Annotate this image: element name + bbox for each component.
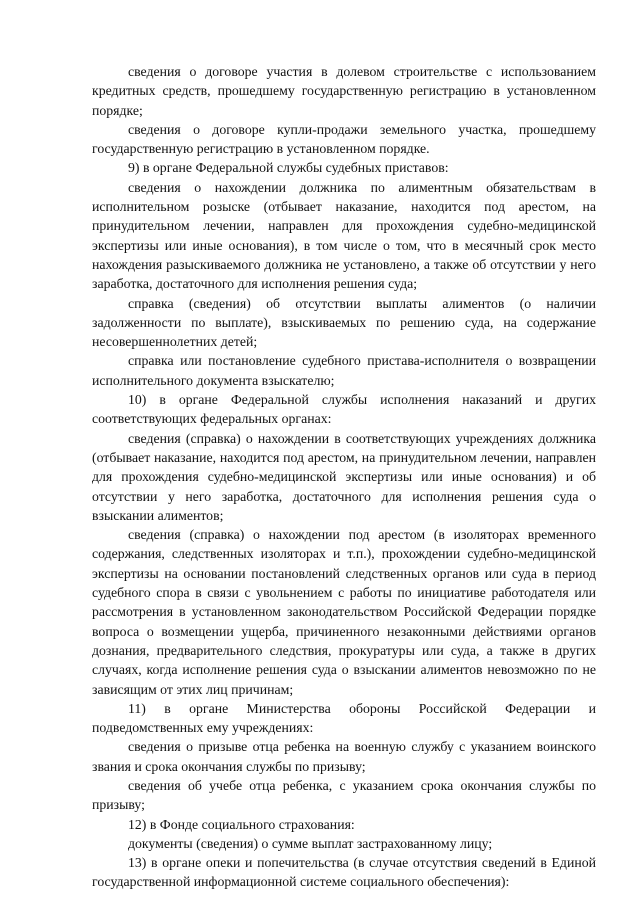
document-page bbox=[92, 62, 596, 892]
paragraph-father-study: сведения об учебе отца ребенка, с указанием срока окончания службы по призыву; bbox=[92, 777, 596, 813]
paragraph-debtor-in-institution: сведения (справка) о нахождении в соответствующих учреждениях должника (отбывает наказание, находится под арестом, на принудительном лечении, направлен для прохождения судебно-медицинской экспертизы или иные основания) и об отсутствии у него заработка, достаточного для исполнения решения суда о взыскании алиментов; bbox=[92, 430, 596, 523]
paragraph-debtor-wanted-info: сведения о нахождении должника по алиментным обязательствам в исполнительном розыске (отбывает наказание, находится под арестом, на принудительном лечении, направлен для прохождения судебно-медицинской экспертизы или иные основания), в том числе о том, что в месячный срок место нахождения разыскиваемого должника не установлено, а также об отсутствии у него заработка, достаточного для исполнения решения суда; bbox=[92, 179, 596, 292]
paragraph-item-11-defense: 11) в органе Министерства обороны Российской Федерации и подведомственных ему учреждениях: bbox=[92, 700, 596, 736]
paragraph-shared-construction-contract: сведения о договоре участия в долевом строительстве с использованием кредитных средств, прошедшему государственную регистрацию в установленном порядке; bbox=[92, 64, 596, 118]
paragraph-alimony-nonpayment-certificate: справка (сведения) об отсутствии выплаты алиментов (о наличии задолженности по выплате), взыскиваемых по решению суда, на содержание несовершеннолетних детей; bbox=[92, 295, 596, 350]
paragraph-item-13-guardianship: 13) в органе опеки и попечительства (в случае отсутствия сведений в Единой государственной информационной системе социального обеспечения): bbox=[92, 855, 596, 890]
paragraph-item-10-penitentiary: 10) в органе Федеральной службы исполнения наказаний и других соответствующих федеральных органах: bbox=[92, 392, 596, 427]
paragraph-insured-payments: документы (сведения) о сумме выплат застрахованному лицу; bbox=[128, 835, 493, 851]
paragraph-item-12-social-insurance: 12) в Фонде социального страхования: bbox=[128, 816, 355, 832]
paragraph-item-9-bailiffs: 9) в органе Федеральной службы судебных приставов: bbox=[128, 160, 449, 176]
paragraph-bailiff-resolution: справка или постановление судебного пристава-исполнителя о возвращении исполнительного документа взыскателю; bbox=[92, 353, 596, 388]
paragraph-military-conscription: сведения о призыве отца ребенка на военную службу с указанием воинского звания и срока окончания службы по призыву; bbox=[92, 739, 596, 774]
paragraph-land-purchase-contract: сведения о договоре купли-продажи земельного участка, прошедшему государственную регистрацию в установленном порядке. bbox=[92, 121, 596, 157]
paragraph-arrest-info: сведения (справка) о нахождении под арестом (в изоляторах временного содержания, следственных изоляторах и т.п.), прохождении судебно-медицинской экспертизы на основании постановлений следственных органов или суда в период судебного спора в связи с увольнением с работы по инициативе работодателя или рассмотрения в установленном законодательством Российской Федерации порядке вопроса о возмещении ущерба, причиненного незаконными действиями органов дознания, предварительного следствия, прокуратуры или суда, а также в других случаях, когда исполнение решения суда о взыскании алиментов невозможно по не зависящим от этих лиц причинам; bbox=[92, 527, 596, 697]
